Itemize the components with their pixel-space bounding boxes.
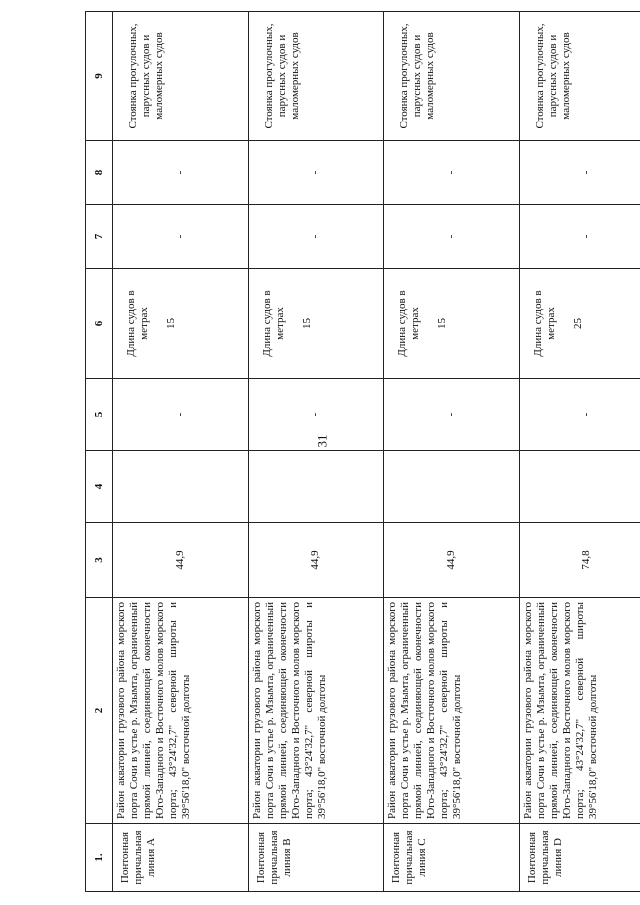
berth-location: Район акватории грузового района морского порта Сочи в устье р. Мзымта, ограниченный прямой линией, соединяющей оконечности Юго-Западного и Восточного молов морского порта; 43°24'32,7" северной широты 39°56'18,0" восточной долготы [519, 598, 640, 824]
berth-table [85, 11, 640, 892]
cell-col-4 [113, 451, 249, 523]
berth-name: Понтонная причальная линия С [384, 824, 520, 892]
cell-col-7: - [248, 205, 384, 269]
cell-col-8: - [113, 141, 249, 205]
cell-col-7: - [519, 205, 640, 269]
vessel-length-label: Длина судов в метрах [396, 290, 421, 357]
berth-value: 74,8 [519, 523, 640, 598]
cell-col-5: - [519, 379, 640, 451]
cell-col-5: - [384, 379, 520, 451]
berth-purpose: Стоянка прогулочных, парусных судов и маломерных судов [248, 12, 384, 141]
vessel-length-value: 15 [165, 318, 177, 329]
berth-location: Район акватории грузового района морского порта Сочи в устье р. Мзымта, ограниченный прямой линией, соединяющей оконечности Юго-Западного и Восточного молов морского порта; 43°24'32,7" северной широты и 39°56'18,0" восточной долготы [384, 598, 520, 824]
vessel-length-label: Длина судов в метрах [125, 290, 150, 357]
header-col-2: 2 [86, 598, 113, 824]
table-row [248, 12, 384, 892]
berth-purpose: Стоянка прогулочных, парусных судов и маломерных судов [384, 12, 520, 141]
cell-col-5: - [248, 379, 384, 451]
header-col-5: 5 [86, 379, 113, 451]
cell-col-4 [248, 451, 384, 523]
header-col-3: 3 [86, 523, 113, 598]
vessel-length-label: Длина судов в метрах [260, 290, 286, 357]
vessel-length-cell [384, 269, 520, 379]
vessel-length-value: 15 [436, 318, 448, 329]
cell-col-7: - [384, 205, 520, 269]
cell-col-8: - [248, 141, 384, 205]
berth-location: Район акватории грузового района морского порта Сочи в устье р. Мзымта, ограниченный прямой линией, соединяющей оконечности Юго-Западного и Восточного молов морского порта; 43°24'32,7" северной широты и 39°56'18,0" восточной долготы [113, 598, 249, 824]
table-row [384, 12, 520, 892]
cell-col-8: - [384, 141, 520, 205]
cell-col-4 [519, 451, 640, 523]
cell-col-5: - [113, 379, 249, 451]
vessel-length-value: 25 [571, 318, 584, 329]
header-col-9: 9 [86, 12, 113, 141]
header-col-4: 4 [86, 451, 113, 523]
vessel-length-label: Длина судов в метрах [531, 290, 557, 357]
vessel-length-value: 15 [300, 318, 313, 329]
berth-name: Понтонная причальная линия D [519, 824, 640, 892]
header-col-1: 1. [86, 824, 113, 892]
berth-value: 44,9 [248, 523, 384, 598]
cell-col-8: - [519, 141, 640, 205]
table-header-row [86, 12, 113, 892]
berth-value: 44,9 [113, 523, 249, 598]
berth-name: Понтонная причальная линия А [113, 824, 249, 892]
vessel-length-cell [248, 269, 384, 379]
vessel-length-cell [113, 269, 249, 379]
berth-purpose: Стоянка прогулочных, парусных судов и маломерных судов [113, 12, 249, 141]
berth-value: 44,9 [384, 523, 520, 598]
header-col-8: 8 [86, 141, 113, 205]
header-col-6: 6 [86, 269, 113, 379]
vessel-length-cell [519, 269, 640, 379]
table-row [113, 12, 249, 892]
berth-name: Понтонная причальная линия В [248, 824, 384, 892]
header-col-7: 7 [86, 205, 113, 269]
berth-table-wrapper [85, 12, 640, 892]
berth-purpose: Стоянка прогулочных, парусных судов и маломерных судов [519, 12, 640, 141]
page-number-text: 31 [314, 434, 329, 448]
berth-location: Район акватории грузового района морского порта Сочи в устье р. Мзымта, ограниченный прямой линией, соединяющей оконечности Юго-Западного и Восточного молов морского порта; 43°24'32,7" северной широты и 39°56'18,0" восточной долготы [248, 598, 384, 824]
cell-col-4 [384, 451, 520, 523]
table-row [519, 12, 640, 892]
cell-col-7: - [113, 205, 249, 269]
